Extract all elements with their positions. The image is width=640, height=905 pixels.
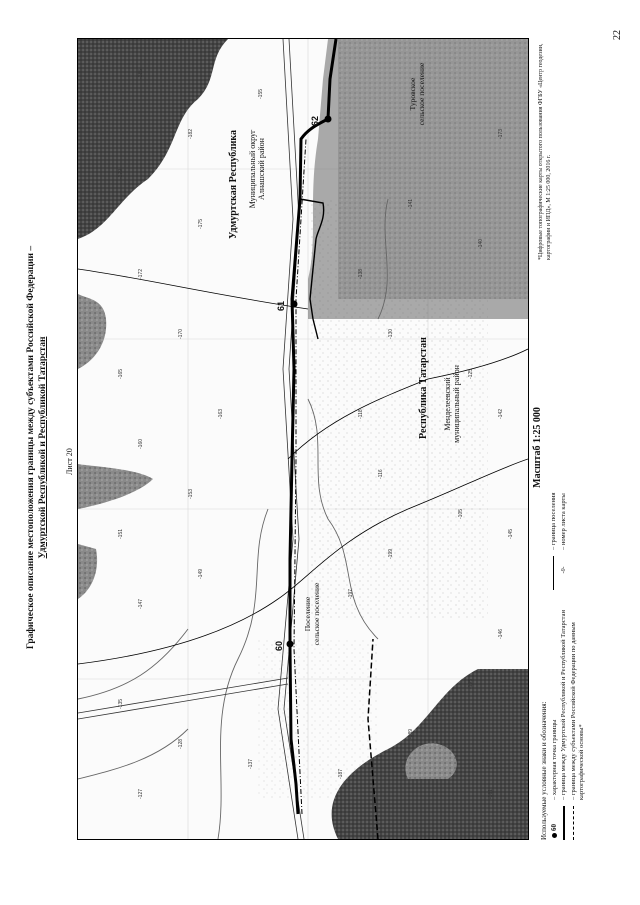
elevation-mark: -147 bbox=[138, 598, 144, 609]
elevation-mark: -118 bbox=[358, 409, 364, 419]
elevation-mark: -127 bbox=[138, 788, 144, 799]
settlement-boundary-symbol bbox=[550, 550, 558, 590]
elevation-mark: -116 bbox=[378, 469, 384, 479]
elevation-mark: -151 bbox=[118, 528, 124, 539]
elevation-mark: -189 bbox=[408, 728, 414, 739]
settlement-label-right bbox=[408, 44, 426, 144]
boundary-point-label: 62 bbox=[310, 115, 320, 126]
footnote: *Цифровые топографические карты открытого пользования ФГБУ «Центр геодезии, картографии и ИПД», М 1:25 000, 2016 г. bbox=[538, 43, 552, 260]
elevation-mark: -197 bbox=[348, 588, 354, 599]
elevation-mark: -160 bbox=[138, 438, 144, 449]
boundary-line-symbol bbox=[560, 800, 568, 840]
legend-item bbox=[550, 420, 559, 590]
district-label-line: Алнашский район bbox=[257, 138, 266, 200]
legend-title: Используемые условные знаки и обозначения: bbox=[540, 701, 548, 840]
elevation-mark: -182 bbox=[188, 128, 194, 139]
elevation-mark: -142 bbox=[498, 408, 504, 419]
elevation-mark: -141 bbox=[408, 198, 414, 209]
elevation-mark: -153 bbox=[188, 488, 194, 499]
district-label-line: муниципальный район bbox=[452, 365, 461, 443]
legend-text: – характерная точка границы bbox=[550, 719, 558, 800]
boundary-point-label: 60 bbox=[274, 640, 284, 651]
elevation-mark: -172 bbox=[138, 268, 144, 279]
forest-area bbox=[78, 294, 106, 369]
elevation-mark: -173 bbox=[498, 128, 504, 139]
district-label-mendeleevsk bbox=[443, 339, 461, 469]
settlement-label-line: сельское поселение bbox=[417, 62, 426, 126]
elevation-mark: -145 bbox=[508, 528, 514, 539]
elevation-mark: -146 bbox=[498, 628, 504, 639]
boundary-point-61 bbox=[291, 301, 298, 308]
district-label-line: Муниципальный округ bbox=[248, 129, 257, 209]
settlement-label-line: Поселение bbox=[303, 596, 312, 632]
elevation-mark: -128 bbox=[178, 738, 184, 749]
map-sheet bbox=[25, 25, 615, 870]
elevation-mark: -125 bbox=[468, 368, 474, 379]
elevation-mark: -163 bbox=[218, 408, 224, 419]
page-number: 22 bbox=[612, 30, 623, 40]
map-scale: Масштаб 1:25 000 bbox=[532, 407, 543, 488]
elevation-mark: -179 bbox=[118, 168, 124, 179]
elevation-mark: -170 bbox=[178, 328, 184, 339]
legend-text: – номер листа карты bbox=[559, 493, 567, 550]
map-frame bbox=[77, 38, 529, 840]
elevation-mark: -137 bbox=[248, 758, 254, 769]
elevation-mark: -149 bbox=[198, 568, 204, 579]
cartographic-boundary-symbol bbox=[570, 800, 578, 840]
elevation-mark: -187 bbox=[338, 768, 344, 779]
elevation-mark: -138 bbox=[358, 268, 364, 279]
elevation-mark: -165 bbox=[118, 368, 124, 379]
boundary-point-62 bbox=[325, 116, 332, 123]
legend-symbol-text: 60 bbox=[549, 824, 558, 831]
boundary-point-symbol bbox=[551, 800, 559, 840]
forest-area bbox=[78, 544, 97, 599]
region-label-udmurtia: Удмуртская Республика bbox=[228, 129, 239, 239]
legend-text: – граница между субъектами Российской Федерации по данным картографической основы* bbox=[569, 622, 585, 800]
elevation-mark: -161 bbox=[488, 788, 494, 799]
elevation-mark: -105 bbox=[458, 508, 464, 519]
sheet-label: Лист 20 bbox=[65, 448, 74, 475]
legend-text: – граница между Удмуртской Республикой и Республикой Татарстан bbox=[560, 610, 567, 800]
boundary-point-60 bbox=[287, 641, 294, 648]
document-title-line1: Графическое описание местоположения границы между субъектами Российской Федерации – bbox=[26, 245, 36, 650]
district-label-alnashi bbox=[248, 99, 266, 239]
elevation-mark: -140 bbox=[478, 238, 484, 249]
sheet-number-symbol: -0- bbox=[560, 566, 567, 574]
region-label-tatarstan: Республика Татарстан bbox=[418, 337, 429, 439]
legend-item bbox=[560, 420, 569, 590]
settlement-label-left bbox=[303, 559, 321, 669]
district-label-line: Менделеевский bbox=[443, 377, 452, 431]
legend-column-2 bbox=[550, 420, 569, 590]
settlement-label-line: сельское поселение bbox=[312, 582, 321, 646]
settlement-label-line: Туровское bbox=[408, 77, 417, 111]
elevation-mark: -135 bbox=[118, 698, 124, 709]
boundary-point-label: 61 bbox=[276, 300, 286, 311]
document-title-line2: Удмуртской Республикой и Республикой Татарстан bbox=[38, 336, 48, 559]
elevation-mark: -130 bbox=[388, 328, 394, 339]
elevation-mark: -199 bbox=[388, 548, 394, 559]
elevation-mark: -195 bbox=[468, 678, 474, 689]
forest-area bbox=[78, 39, 228, 239]
legend-item bbox=[570, 420, 587, 840]
elevation-mark: -155 bbox=[258, 88, 264, 99]
legend-text: – граница поселения bbox=[550, 492, 557, 550]
elevation-mark: -185 bbox=[138, 68, 144, 79]
legend bbox=[540, 420, 588, 840]
elevation-mark: -175 bbox=[198, 218, 204, 229]
forest-area bbox=[78, 464, 153, 509]
